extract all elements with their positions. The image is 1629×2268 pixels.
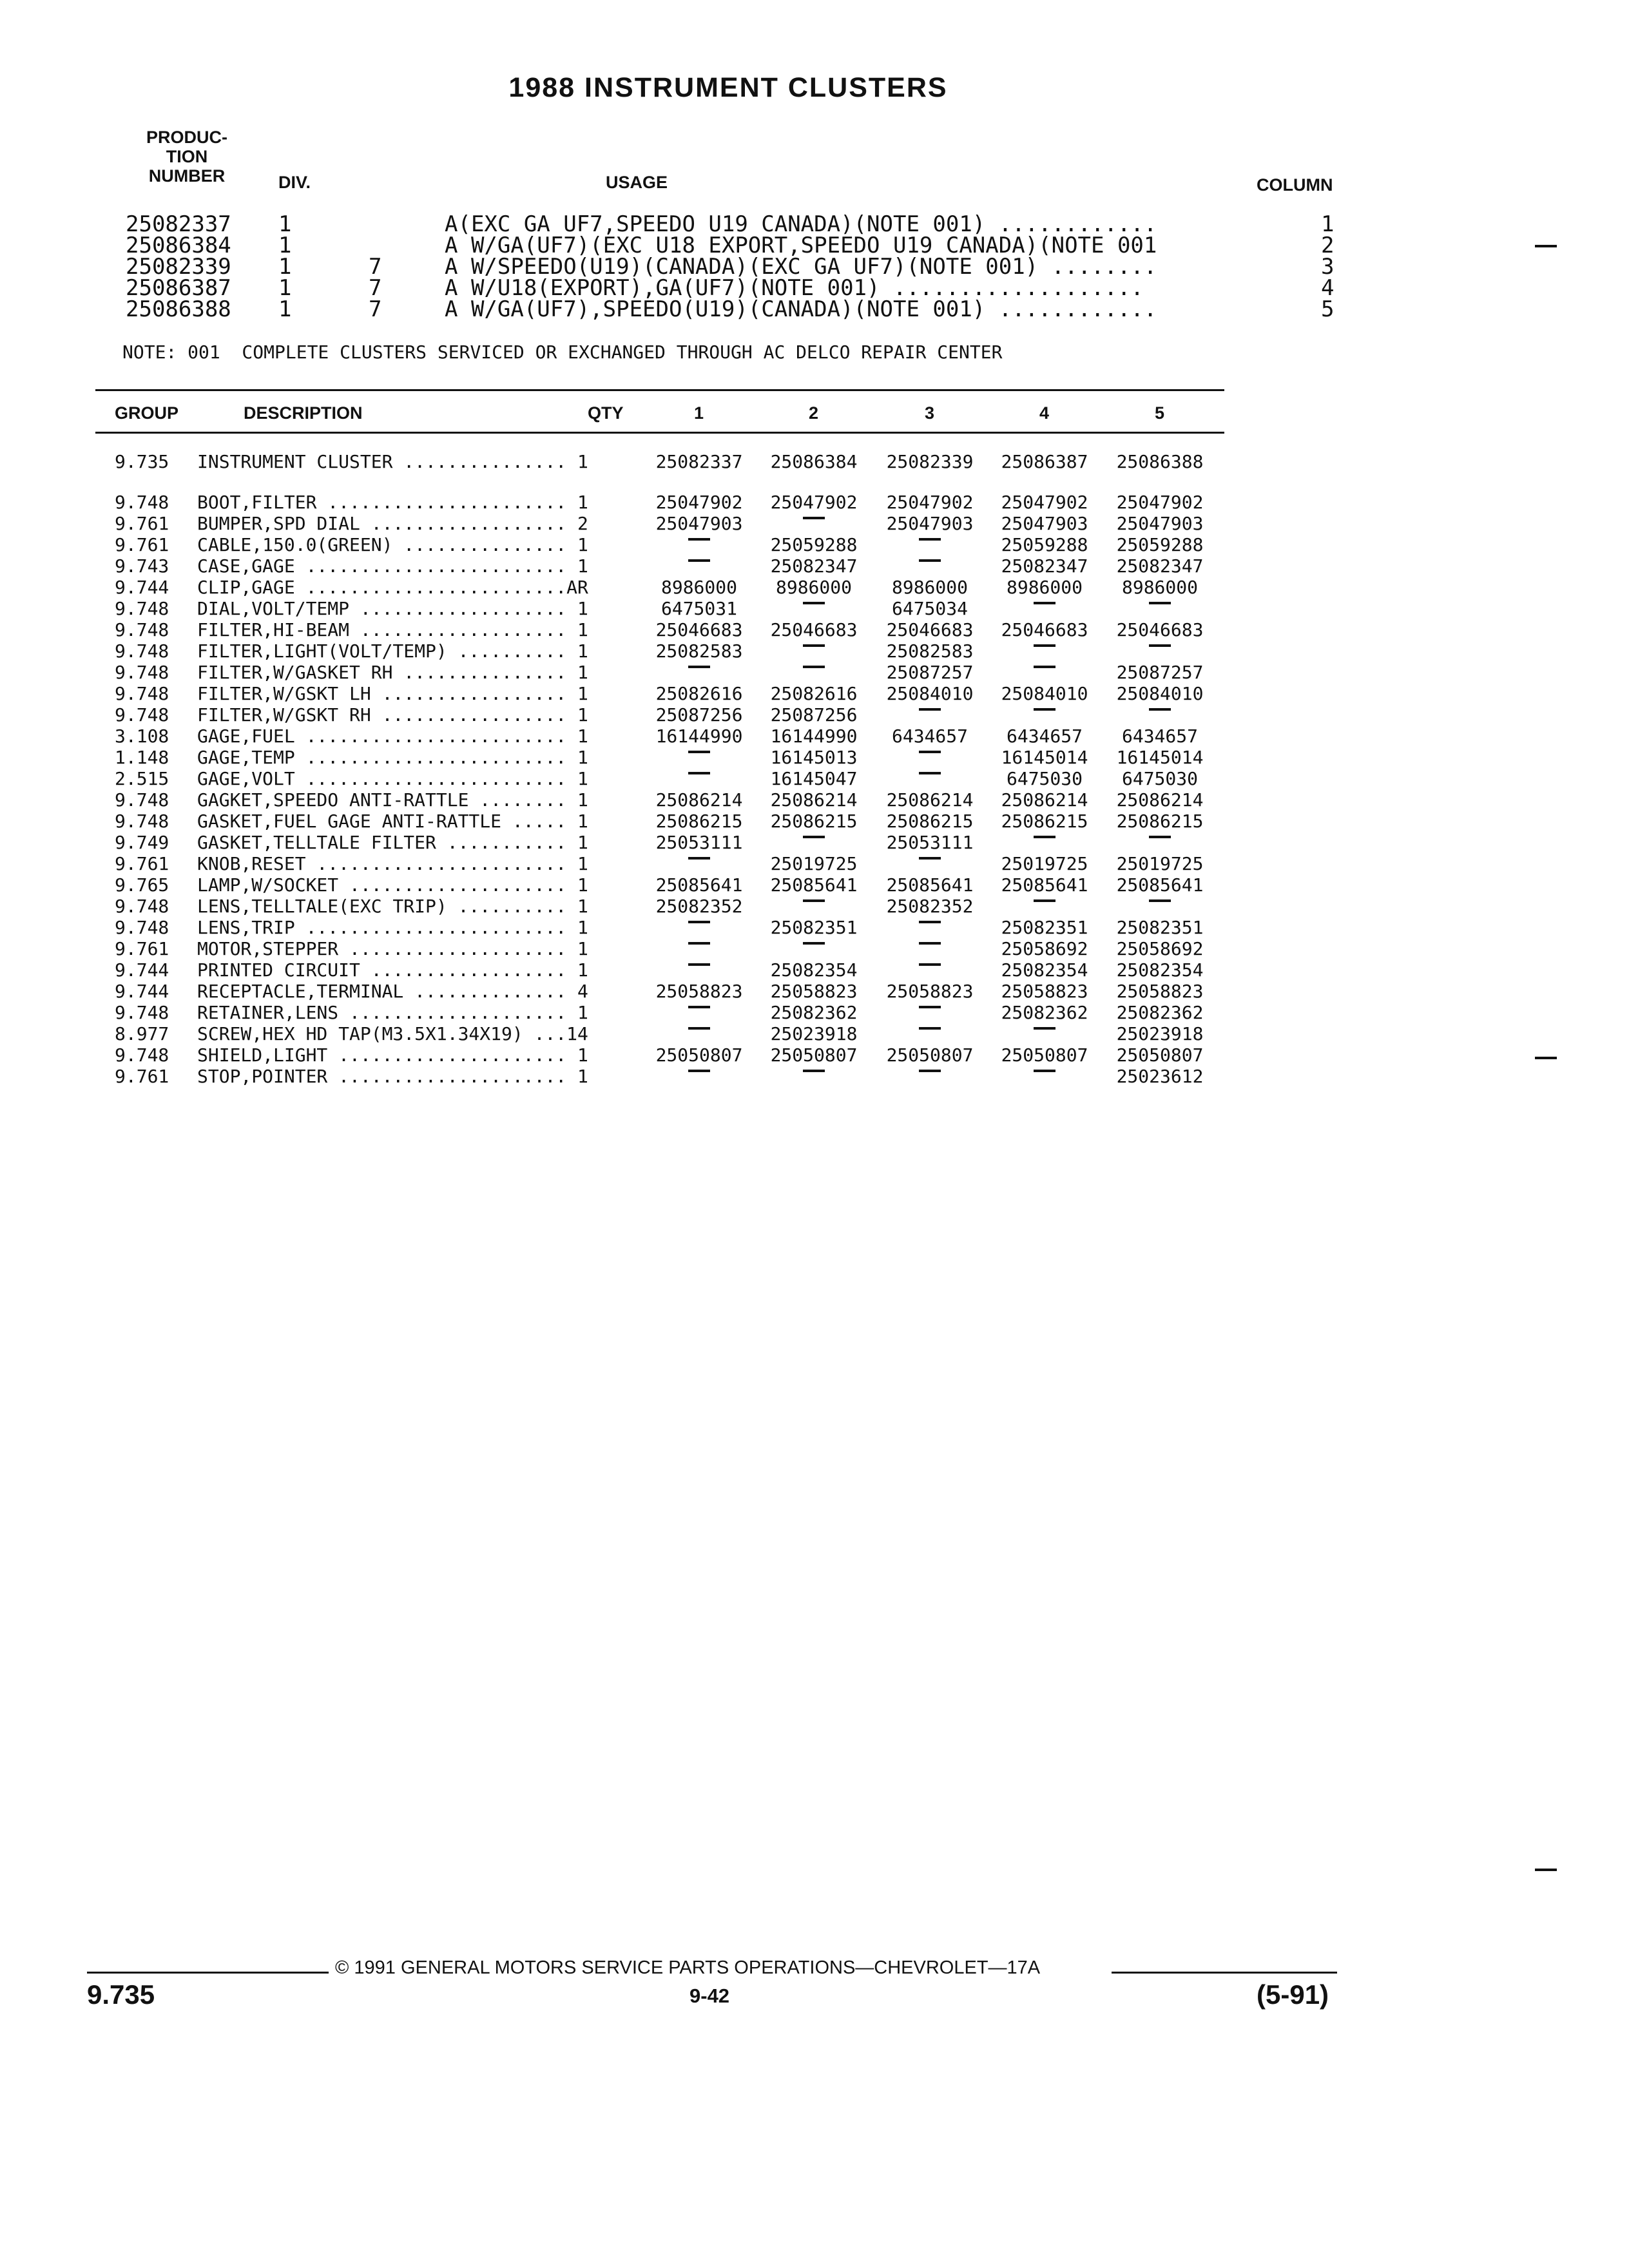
group-number: 9.761 <box>115 1066 169 1087</box>
dash-mark <box>919 538 941 541</box>
column-header: COLUMN <box>1257 175 1333 195</box>
part-number: 25082362 <box>770 1002 858 1023</box>
part-number: 25019725 <box>770 853 858 874</box>
part-number: 25087257 <box>886 662 974 683</box>
dash-mark <box>1034 1027 1055 1030</box>
not-applicable-dash <box>983 640 1106 662</box>
part-number: 25047902 <box>655 492 743 513</box>
group-number: 9.748 <box>115 704 169 726</box>
group-number: 9.748 <box>115 640 169 662</box>
part-number: 25046683 <box>655 619 743 640</box>
not-applicable-dash <box>753 662 875 683</box>
part-description: FILTER,W/GSKT LH ................. 1 <box>197 683 588 704</box>
production-div: 1 <box>278 296 292 322</box>
part-number: 25086215 <box>1116 811 1204 832</box>
part-number: 25085641 <box>655 874 743 896</box>
part-number: 8986000 <box>1006 577 1083 598</box>
dash-mark <box>688 1070 710 1072</box>
production-number-header: PRODUC- TION NUMBER <box>146 128 227 186</box>
part-number: 16145014 <box>1116 747 1204 768</box>
part-number: 25047902 <box>1001 492 1088 513</box>
production-column: 1 <box>1321 211 1335 237</box>
part-number: 25023612 <box>1116 1066 1204 1087</box>
not-applicable-dash <box>869 938 991 959</box>
part-number: 8986000 <box>775 577 852 598</box>
dash-mark <box>1034 1070 1055 1072</box>
part-number: 25082351 <box>1116 917 1204 938</box>
part-number: 25085641 <box>1116 874 1204 896</box>
div-header: DIV. <box>278 173 311 192</box>
part-number: 8986000 <box>891 577 968 598</box>
not-applicable-dash <box>1099 704 1221 726</box>
part-number: 25050807 <box>1116 1044 1204 1066</box>
part-number: 25046683 <box>886 619 974 640</box>
part-description: GAGE,FUEL ........................ 1 <box>197 726 588 747</box>
group-number: 9.765 <box>115 874 169 896</box>
part-description: RETAINER,LENS .................... 1 <box>197 1002 588 1023</box>
group-header: GROUP <box>115 403 179 423</box>
part-number: 25023918 <box>1116 1023 1204 1044</box>
group-number: 9.735 <box>115 451 169 472</box>
production-column: 5 <box>1321 296 1335 322</box>
part-number: 25058692 <box>1116 938 1204 959</box>
dash-mark <box>919 559 941 562</box>
footer-section-number: 9.735 <box>87 1979 155 2010</box>
dash-mark <box>1149 602 1171 604</box>
margin-mark <box>1535 245 1557 247</box>
not-applicable-dash <box>753 938 875 959</box>
production-usage: A W/U18(EXPORT),GA(UF7)(NOTE 001) ................... <box>445 275 1144 301</box>
part-number: 25046683 <box>1001 619 1088 640</box>
part-number: 25082347 <box>1001 555 1088 577</box>
part-number: 6475034 <box>891 598 968 619</box>
production-column: 2 <box>1321 233 1335 258</box>
part-number: 25023918 <box>770 1023 858 1044</box>
group-number: 9.748 <box>115 598 169 619</box>
group-number: 9.748 <box>115 789 169 811</box>
part-number: 25046683 <box>770 619 858 640</box>
part-number: 25082362 <box>1001 1002 1088 1023</box>
group-number: 9.761 <box>115 853 169 874</box>
part-number: 25019725 <box>1116 853 1204 874</box>
part-description: LAMP,W/SOCKET .................... 1 <box>197 874 588 896</box>
not-applicable-dash <box>983 1023 1106 1044</box>
part-number: 16144990 <box>655 726 743 747</box>
part-description: GASKET,FUEL GAGE ANTI-RATTLE ..... 1 <box>197 811 588 832</box>
part-number: 25082354 <box>1001 959 1088 981</box>
part-number: 16145014 <box>1001 747 1088 768</box>
part-description: LENS,TRIP ........................ 1 <box>197 917 588 938</box>
not-applicable-dash <box>983 896 1106 917</box>
dash-mark <box>1034 644 1055 647</box>
group-number: 9.744 <box>115 981 169 1002</box>
dash-mark <box>803 942 825 945</box>
part-number: 6475030 <box>1006 768 1083 789</box>
not-applicable-dash <box>869 704 991 726</box>
production-usage: A(EXC GA UF7,SPEEDO U19 CANADA)(NOTE 001) ............ <box>445 211 1157 237</box>
part-number: 25082351 <box>770 917 858 938</box>
footer-copyright: © 1991 GENERAL MOTORS SERVICE PARTS OPERATIONS—CHEVROLET—17A <box>335 1957 1041 1978</box>
part-description: FILTER,LIGHT(VOLT/TEMP) .......... 1 <box>197 640 588 662</box>
not-applicable-dash <box>753 1066 875 1087</box>
part-number: 25053111 <box>886 832 974 853</box>
not-applicable-dash <box>869 959 991 981</box>
dash-mark <box>688 963 710 966</box>
dash-mark <box>688 942 710 945</box>
group-number: 9.743 <box>115 555 169 577</box>
footer-rule-right <box>1112 1972 1337 1974</box>
part-description: STOP,POINTER ..................... 1 <box>197 1066 588 1087</box>
not-applicable-dash <box>983 598 1106 619</box>
not-applicable-dash <box>869 853 991 874</box>
part-number: 25086384 <box>770 451 858 472</box>
usage-header: USAGE <box>606 173 668 192</box>
dash-mark <box>688 751 710 753</box>
margin-mark <box>1535 1057 1557 1059</box>
part-number: 25058823 <box>886 981 974 1002</box>
part-number: 25082339 <box>886 451 974 472</box>
part-number: 25047902 <box>1116 492 1204 513</box>
dash-mark <box>1149 899 1171 902</box>
not-applicable-dash <box>869 747 991 768</box>
part-number: 25058823 <box>770 981 858 1002</box>
production-number: 25086387 <box>126 275 231 301</box>
part-number: 25086388 <box>1116 451 1204 472</box>
part-description: SHIELD,LIGHT ..................... 1 <box>197 1044 588 1066</box>
part-number: 25058823 <box>1001 981 1088 1002</box>
part-number: 25082337 <box>655 451 743 472</box>
dash-mark <box>1034 899 1055 902</box>
not-applicable-dash <box>638 662 760 683</box>
dash-mark <box>919 772 941 774</box>
not-applicable-dash <box>753 598 875 619</box>
dash-mark <box>688 1006 710 1008</box>
col-3-header: 3 <box>925 403 935 423</box>
table-header-rule <box>95 432 1224 434</box>
not-applicable-dash <box>869 1066 991 1087</box>
production-line: 7 <box>369 275 382 301</box>
not-applicable-dash <box>1099 896 1221 917</box>
not-applicable-dash <box>1099 640 1221 662</box>
group-number: 9.748 <box>115 662 169 683</box>
group-number: 3.108 <box>115 726 169 747</box>
dash-mark <box>688 857 710 860</box>
part-description: CASE,GAGE ........................ 1 <box>197 555 588 577</box>
part-number: 25082616 <box>655 683 743 704</box>
production-div: 1 <box>278 254 292 280</box>
not-applicable-dash <box>983 832 1106 853</box>
production-div: 1 <box>278 211 292 237</box>
part-description: LENS,TELLTALE(EXC TRIP) .......... 1 <box>197 896 588 917</box>
part-description: PRINTED CIRCUIT .................. 1 <box>197 959 588 981</box>
part-number: 16145047 <box>770 768 858 789</box>
part-number: 25082354 <box>770 959 858 981</box>
dash-mark <box>1149 836 1171 838</box>
part-number: 25086214 <box>886 789 974 811</box>
group-number: 9.744 <box>115 959 169 981</box>
part-number: 25082362 <box>1116 1002 1204 1023</box>
dash-mark <box>688 772 710 774</box>
dash-mark <box>688 1027 710 1030</box>
dash-mark <box>688 921 710 923</box>
part-number: 25082347 <box>1116 555 1204 577</box>
footer-page-number: 9-42 <box>689 1984 730 2007</box>
group-number: 9.748 <box>115 811 169 832</box>
part-number: 6475030 <box>1121 768 1198 789</box>
not-applicable-dash <box>1099 832 1221 853</box>
dash-mark <box>803 899 825 902</box>
part-number: 25047903 <box>1116 513 1204 534</box>
group-number: 9.749 <box>115 832 169 853</box>
part-number: 16145013 <box>770 747 858 768</box>
dash-mark <box>803 836 825 838</box>
not-applicable-dash <box>983 1066 1106 1087</box>
not-applicable-dash <box>638 853 760 874</box>
part-description: RECEPTACLE,TERMINAL .............. 4 <box>197 981 588 1002</box>
part-number: 25082616 <box>770 683 858 704</box>
part-number: 25085641 <box>1001 874 1088 896</box>
col-5-header: 5 <box>1155 403 1165 423</box>
production-line: 7 <box>369 254 382 280</box>
part-number: 25019725 <box>1001 853 1088 874</box>
not-applicable-dash <box>638 938 760 959</box>
part-number: 25050807 <box>655 1044 743 1066</box>
part-number: 25082352 <box>886 896 974 917</box>
part-number: 25046683 <box>1116 619 1204 640</box>
production-column: 4 <box>1321 275 1335 301</box>
group-number: 9.748 <box>115 492 169 513</box>
group-number: 9.761 <box>115 534 169 555</box>
not-applicable-dash <box>1099 598 1221 619</box>
dash-mark <box>1149 644 1171 647</box>
dash-mark <box>803 644 825 647</box>
dash-mark <box>688 666 710 668</box>
description-header: DESCRIPTION <box>244 403 363 423</box>
part-number: 25085641 <box>770 874 858 896</box>
part-number: 25047903 <box>655 513 743 534</box>
col-2-header: 2 <box>809 403 819 423</box>
part-number: 25082583 <box>886 640 974 662</box>
not-applicable-dash <box>869 555 991 577</box>
part-description: SCREW,HEX HD TAP(M3.5X1.34X19) ...14 <box>197 1023 588 1044</box>
col-1-header: 1 <box>694 403 704 423</box>
dash-mark <box>688 538 710 541</box>
dash-mark <box>803 517 825 519</box>
part-number: 25047903 <box>1001 513 1088 534</box>
dash-mark <box>1034 836 1055 838</box>
part-number: 25059288 <box>1001 534 1088 555</box>
table-top-rule <box>95 389 1224 391</box>
production-usage: A W/GA(UF7),SPEEDO(U19)(CANADA)(NOTE 001) ............ <box>445 296 1157 322</box>
part-number: 25082351 <box>1001 917 1088 938</box>
not-applicable-dash <box>638 555 760 577</box>
not-applicable-dash <box>983 662 1106 683</box>
dash-mark <box>919 942 941 945</box>
part-number: 8986000 <box>1121 577 1198 598</box>
not-applicable-dash <box>638 768 760 789</box>
not-applicable-dash <box>638 959 760 981</box>
production-number: 25086384 <box>126 233 231 258</box>
not-applicable-dash <box>638 1066 760 1087</box>
part-number: 16144990 <box>770 726 858 747</box>
part-description: BOOT,FILTER ...................... 1 <box>197 492 588 513</box>
production-column: 3 <box>1321 254 1335 280</box>
group-number: 1.148 <box>115 747 169 768</box>
production-number: 25086388 <box>126 296 231 322</box>
part-number: 25087256 <box>770 704 858 726</box>
dash-mark <box>1034 666 1055 668</box>
production-div: 1 <box>278 233 292 258</box>
group-number: 9.744 <box>115 577 169 598</box>
part-description: GAGE,VOLT ........................ 1 <box>197 768 588 789</box>
group-number: 9.748 <box>115 1044 169 1066</box>
part-number: 25086215 <box>770 811 858 832</box>
part-number: 25086215 <box>886 811 974 832</box>
part-number: 6475031 <box>660 598 737 619</box>
part-description: KNOB,RESET ....................... 1 <box>197 853 588 874</box>
group-number: 9.748 <box>115 683 169 704</box>
part-number: 25087256 <box>655 704 743 726</box>
part-number: 25059288 <box>1116 534 1204 555</box>
part-number: 25082583 <box>655 640 743 662</box>
production-number: 25082339 <box>126 254 231 280</box>
part-description: BUMPER,SPD DIAL .................. 2 <box>197 513 588 534</box>
part-number: 25050807 <box>770 1044 858 1066</box>
part-number: 25058823 <box>1116 981 1204 1002</box>
part-description: FILTER,W/GASKET RH ............... 1 <box>197 662 588 683</box>
not-applicable-dash <box>869 534 991 555</box>
part-number: 25047902 <box>886 492 974 513</box>
note: NOTE: 001 COMPLETE CLUSTERS SERVICED OR EXCHANGED THROUGH AC DELCO REPAIR CENTER <box>122 341 1003 363</box>
dash-mark <box>1034 602 1055 604</box>
dash-mark <box>803 666 825 668</box>
part-number: 25050807 <box>886 1044 974 1066</box>
production-div: 1 <box>278 275 292 301</box>
group-number: 8.977 <box>115 1023 169 1044</box>
part-number: 25053111 <box>655 832 743 853</box>
not-applicable-dash <box>983 704 1106 726</box>
part-number: 25059288 <box>770 534 858 555</box>
part-number: 25058692 <box>1001 938 1088 959</box>
group-number: 9.761 <box>115 513 169 534</box>
part-description: GASKET,TELLTALE FILTER ........... 1 <box>197 832 588 853</box>
group-number: 9.748 <box>115 917 169 938</box>
part-number: 25050807 <box>1001 1044 1088 1066</box>
part-description: INSTRUMENT CLUSTER ............... 1 <box>197 451 588 472</box>
part-description: CABLE,150.0(GREEN) ............... 1 <box>197 534 588 555</box>
part-description: CLIP,GAGE ........................AR <box>197 577 588 598</box>
part-number: 25084010 <box>886 683 974 704</box>
part-number: 25086214 <box>655 789 743 811</box>
dash-mark <box>919 1006 941 1008</box>
part-number: 25084010 <box>1116 683 1204 704</box>
group-number: 9.748 <box>115 619 169 640</box>
dash-mark <box>919 751 941 753</box>
part-number: 25058823 <box>655 981 743 1002</box>
part-number: 25086215 <box>655 811 743 832</box>
part-number: 25086214 <box>1116 789 1204 811</box>
not-applicable-dash <box>869 1002 991 1023</box>
part-number: 25087257 <box>1116 662 1204 683</box>
part-number: 25086214 <box>1001 789 1088 811</box>
not-applicable-dash <box>638 1002 760 1023</box>
part-number: 25086215 <box>1001 811 1088 832</box>
not-applicable-dash <box>753 896 875 917</box>
qty-header: QTY <box>588 403 624 423</box>
part-description: MOTOR,STEPPER .................... 1 <box>197 938 588 959</box>
dash-mark <box>919 1027 941 1030</box>
group-number: 9.748 <box>115 896 169 917</box>
dash-mark <box>688 559 710 562</box>
part-description: FILTER,HI-BEAM ................... 1 <box>197 619 588 640</box>
part-description: FILTER,W/GSKT RH ................. 1 <box>197 704 588 726</box>
not-applicable-dash <box>753 640 875 662</box>
dash-mark <box>919 921 941 923</box>
production-usage: A W/GA(UF7)(EXC U18 EXPORT,SPEEDO U19 CANADA)(NOTE 001 <box>445 233 1157 258</box>
dash-mark <box>919 963 941 966</box>
group-number: 9.761 <box>115 938 169 959</box>
production-line: 7 <box>369 296 382 322</box>
not-applicable-dash <box>753 513 875 534</box>
dash-mark <box>803 602 825 604</box>
dash-mark <box>1034 708 1055 711</box>
dash-mark <box>803 1070 825 1072</box>
part-number: 25086214 <box>770 789 858 811</box>
not-applicable-dash <box>638 1023 760 1044</box>
part-number: 8986000 <box>660 577 737 598</box>
not-applicable-dash <box>869 1023 991 1044</box>
production-number: 25082337 <box>126 211 231 237</box>
footer-rule-left <box>87 1972 329 1974</box>
part-number: 6434657 <box>1121 726 1198 747</box>
not-applicable-dash <box>638 534 760 555</box>
part-description: GAGKET,SPEEDO ANTI-RATTLE ........ 1 <box>197 789 588 811</box>
dash-mark <box>919 857 941 860</box>
part-number: 25086387 <box>1001 451 1088 472</box>
part-number: 25084010 <box>1001 683 1088 704</box>
part-number: 6434657 <box>1006 726 1083 747</box>
part-number: 25085641 <box>886 874 974 896</box>
dash-mark <box>1149 708 1171 711</box>
production-usage: A W/SPEEDO(U19)(CANADA)(EXC GA UF7)(NOTE 001) ........ <box>445 254 1157 280</box>
not-applicable-dash <box>869 917 991 938</box>
group-number: 9.748 <box>115 1002 169 1023</box>
margin-mark <box>1535 1869 1557 1871</box>
page-title: 1988 INSTRUMENT CLUSTERS <box>508 72 948 103</box>
part-description: GAGE,TEMP ........................ 1 <box>197 747 588 768</box>
dash-mark <box>919 1070 941 1072</box>
dash-mark <box>919 708 941 711</box>
footer-revision: (5-91) <box>1257 1979 1329 2010</box>
part-number: 25082352 <box>655 896 743 917</box>
col-4-header: 4 <box>1039 403 1050 423</box>
part-number: 6434657 <box>891 726 968 747</box>
not-applicable-dash <box>753 832 875 853</box>
not-applicable-dash <box>869 768 991 789</box>
part-number: 25082354 <box>1116 959 1204 981</box>
part-number: 25082347 <box>770 555 858 577</box>
part-number: 25047902 <box>770 492 858 513</box>
group-number: 2.515 <box>115 768 169 789</box>
part-number: 25047903 <box>886 513 974 534</box>
part-description: DIAL,VOLT/TEMP ................... 1 <box>197 598 588 619</box>
not-applicable-dash <box>638 747 760 768</box>
not-applicable-dash <box>638 917 760 938</box>
